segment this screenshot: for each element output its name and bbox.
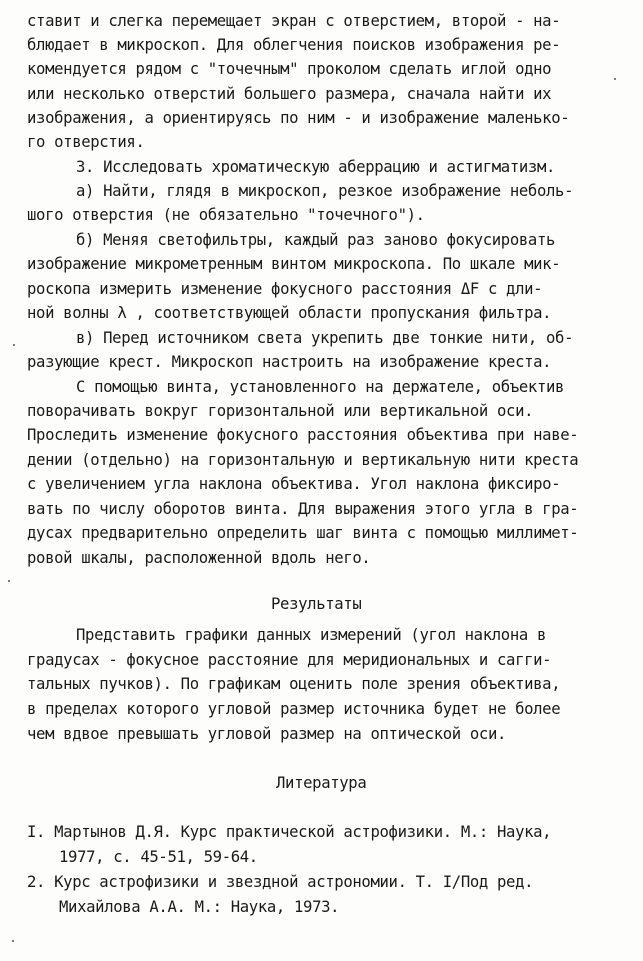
text-line: блюдает в микроскоп. Для облегчения поисков изображения ре- (27, 36, 561, 54)
text-line: поворачивать вокруг горизонтальной или вертикальной оси. (27, 402, 534, 420)
text-line: го отверстия. (27, 133, 145, 151)
scan-speck (12, 940, 14, 942)
section-heading: 3. Исследовать хроматическую аберрацию и астигматизм. (76, 158, 556, 176)
text-line: разующие крест. Микроскоп настроить на изображение креста. (27, 353, 552, 371)
text-line: б) Меняя светофильтры, каждый раз заново фокусировать (76, 231, 556, 249)
text-line: с увеличением угла наклона объектива. Угол наклона фиксиро- (27, 475, 561, 493)
text-line: шого отверстия (не обязательно "точечного"). (27, 206, 425, 224)
text-line: комендуется рядом с "точечным" проколом сделать иглой одно (27, 60, 552, 78)
text-line: дении (отдельно) на горизонтальную и вертикальную нити креста (27, 451, 579, 469)
text-line: а) Найти, глядя в микроскоп, резкое изображение неболь- (76, 182, 574, 200)
reference-item: 2. Курс астрофизики и звездной астрономии. Т. I/Под ред. (27, 873, 534, 891)
scan-speck (614, 78, 616, 80)
literature-heading: Литература (276, 774, 367, 792)
results-heading: Результаты (271, 595, 362, 613)
reference-item: 1977, с. 45-51, 59-64. (59, 848, 258, 866)
text-line: ной волны λ , соответствующей области пропускания фильтра. (27, 304, 552, 322)
reference-item: Михайлова А.А. М.: Наука, 1973. (59, 898, 340, 916)
text-line: Представить графики данных измерений (угол наклона в (76, 626, 546, 644)
text-line: изображение микрометренным винтом микроскопа. По шкале мик- (27, 255, 561, 273)
text-line: тальных пучков). По графикам оценить поле зрения объектива, (27, 675, 561, 693)
text-line: изображения, а ориентируясь по ним - и изображение маленько- (27, 109, 570, 127)
text-line: дусах предварительно определить шаг винта с помощью миллимет- (27, 524, 579, 542)
text-line: чем вдвое превышать угловой размер на оптической оси. (27, 725, 507, 743)
text-line: вать по числу оборотов винта. Для выражения этого угла в гра- (27, 500, 579, 518)
text-line: в) Перед источником света укрепить две тонкие нити, об- (76, 329, 574, 347)
text-line: в пределах которого угловой размер источника будет не более (27, 700, 561, 718)
scan-speck (8, 580, 10, 582)
text-line: роскопа измерить изменение фокусного расстояния ΔF с дли- (27, 280, 543, 298)
text-line: или несколько отверстий большего размера, сначала найти их (27, 85, 552, 103)
text-line: ставит и слегка перемещает экран с отверстием, второй - на- (27, 12, 561, 30)
text-line: Проследить изменение фокусного расстояния объектива при наве- (27, 426, 579, 444)
reference-item: I. Мартынов Д.Я. Курс практической астрофизики. М.: Наука, (27, 823, 552, 841)
text-line: ровой шкалы, расположенной вдоль него. (27, 549, 371, 567)
scan-speck (13, 344, 15, 346)
text-line: градусах - фокусное расстояние для меридиональных и сагги- (27, 651, 552, 669)
text-line: С помощью винта, установленного на держателе, объектив (76, 378, 565, 396)
